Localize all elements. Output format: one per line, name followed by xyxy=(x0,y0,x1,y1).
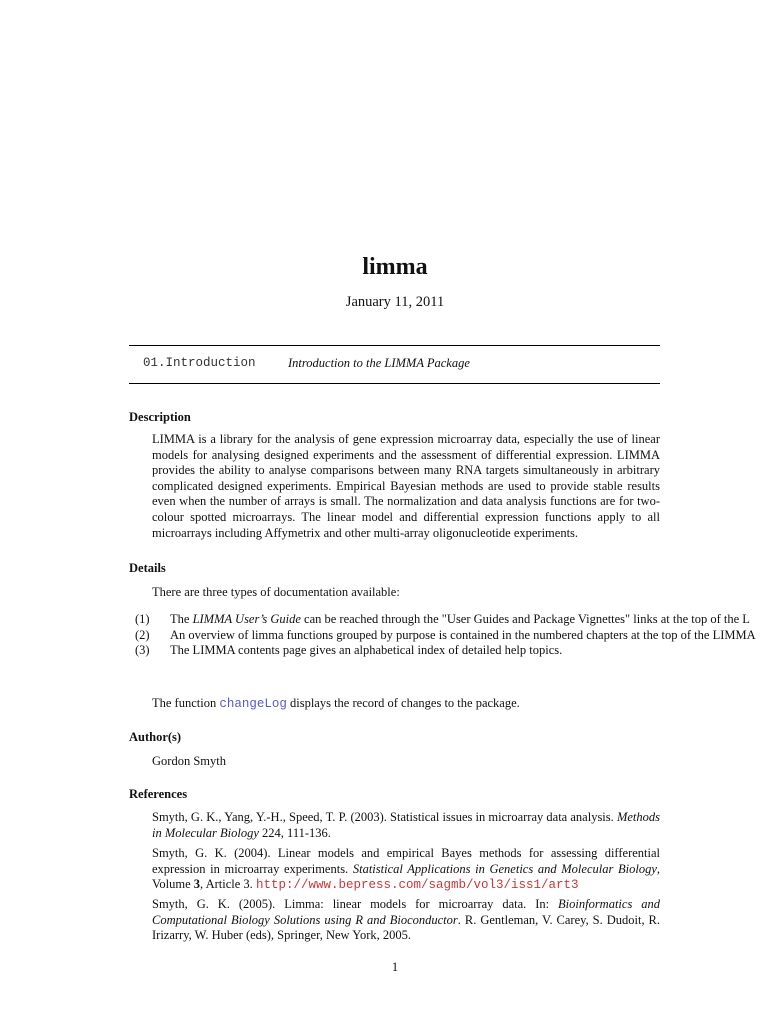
list-item-number: (2) xyxy=(135,627,150,642)
document-date: January 11, 2011 xyxy=(345,294,445,310)
help-topic-title: Introduction to the LIMMA Package xyxy=(288,356,470,370)
reference-3: Smyth, G. K. (2005). Limma: linear models for microarray data. In: Bioinformatics and Computational Biology Solutions using R and Bioconductor. R. Gentleman, V. Carey, S. Dudoit, R. Irizarry, W. Huber (eds), Springer, New York, 2005. xyxy=(152,897,661,943)
users-guide-title: LIMMA User’s Guide xyxy=(192,612,301,626)
details-heading: Details xyxy=(129,561,166,575)
page-number: 1 xyxy=(391,960,399,974)
description-text: LIMMA is a library for the analysis of gene expression microarray data, especially the use of linear models for analysing designed experiments and the assessment of differential expression. LIMMA provides the ability to analyse comparisons between many RNA targets simultaneously in arbitrary complicated designed experiments. Empirical Bayesian methods are used to provide stable results even when the number of arrays is small. The normalization and data analysis functions are for two-colour spotted microarrays. The linear model and differential expression functions apply to all microarrays including Affymetrix and other multi-array oligonucleotide experiments. xyxy=(152,432,660,540)
list-item: (2) An overview of limma functions grouped by purpose is contained in the numbered chapters at the top of the LIMMA xyxy=(135,627,756,642)
author-name: Gordon Smyth xyxy=(152,754,226,768)
header-bottom-rule xyxy=(129,383,660,384)
changelog-link[interactable]: changeLog xyxy=(219,697,287,711)
list-item: (1) The LIMMA User’s Guide can be reached through the "User Guides and Package Vignettes" links at the top of the L xyxy=(135,612,750,626)
documentation-list xyxy=(135,612,756,659)
description-heading: Description xyxy=(129,410,191,424)
changelog-sentence: The function changeLog displays the record of changes to the package. xyxy=(152,696,520,711)
list-item-number: (1) xyxy=(135,612,150,626)
list-item-number: (3) xyxy=(135,643,150,657)
reference-url-link[interactable]: http://www.bepress.com/sagmb/vol3/iss1/art3 xyxy=(255,878,579,893)
details-intro: There are three types of documentation available: xyxy=(152,585,400,599)
header-top-rule xyxy=(129,345,660,346)
references-heading: References xyxy=(129,787,188,801)
authors-heading: Author(s) xyxy=(129,730,182,744)
document-title: limma xyxy=(362,254,428,280)
help-topic-name: 01.Introduction xyxy=(143,356,256,370)
reference-1: Smyth, G. K., Yang, Y.-H., Speed, T. P. (2003). Statistical issues in microarray data analysis. Methods in Molecular Biology 224, 111-136. xyxy=(152,810,660,840)
reference-2: Smyth, G. K. (2004). Linear models and empirical Bayes methods for assessing differential expression in microarray experiments. Statistical Applications in Genetics and Molecular Biology, Volume 3, Article 3. http://www.bepress.com/sagmb/vol3/iss1/art3 xyxy=(152,846,660,893)
list-item: (3) The LIMMA contents page gives an alphabetical index of detailed help topics. xyxy=(135,643,563,657)
